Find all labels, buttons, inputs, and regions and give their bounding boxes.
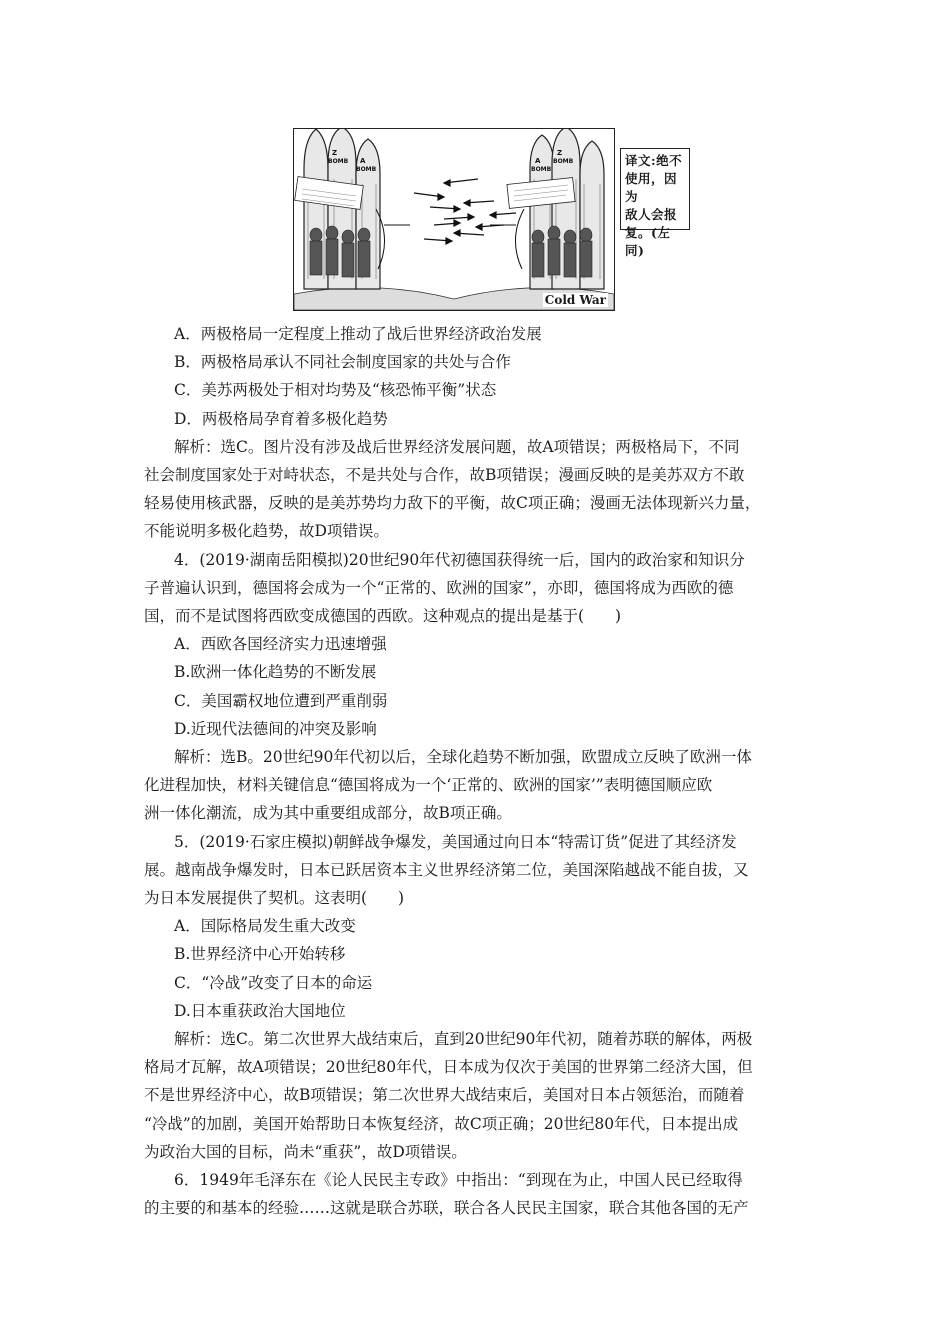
q4-option-c: C．美国霸权地位遭到严重削弱 xyxy=(174,691,388,710)
stem-line: 展。越南战争爆发时，日本已跃居资本主义世界经济第二位，美国深陷越战不能自拔，又 xyxy=(144,860,749,879)
q4-option-a: A．西欧各国经济实力迅速增强 xyxy=(174,635,387,654)
analysis-line: 洲一体化潮流，成为其中重要组成部分，故B项正确。 xyxy=(144,804,512,823)
translation-line: 敌人会报 xyxy=(625,207,678,222)
q4-option-d: D.近现代法德间的冲突及影响 xyxy=(174,719,377,738)
q3-option-a: A．两极格局一定程度上推动了战后世界经济政治发展 xyxy=(174,325,542,343)
q3-option-d: D．两极格局孕育着多极化趋势 xyxy=(174,409,388,428)
svg-text:A: A xyxy=(360,157,366,165)
cold-war-cartoon xyxy=(293,128,683,311)
svg-text:BOMB: BOMB xyxy=(328,158,349,165)
translation-line: 使用，因为 xyxy=(625,171,678,204)
stem-line: 6．1949年毛泽东在《论人民民主专政》中指出：“到现在为止，中国人民已经取得 xyxy=(174,1171,743,1190)
stem-line: 的主要的和基本的经验……这就是联合苏联，联合各人民民主国家，联合其他各国的无产 xyxy=(144,1199,749,1218)
cartoon-title: Cold War xyxy=(544,293,606,307)
q5-option-d: D.日本重获政治大国地位 xyxy=(174,1001,346,1020)
q4-analysis xyxy=(144,743,808,828)
svg-text:BOMB: BOMB xyxy=(553,158,574,165)
stem-line: 子普遍认识到，德国将会成为一个“正常的、欧洲的国家”，亦即，德国将成为西欧的德 xyxy=(144,578,734,597)
q5-option-a: A．国际格局发生重大改变 xyxy=(174,917,356,936)
svg-text:BOMB: BOMB xyxy=(531,166,552,173)
stem-line: 5．(2019·石家庄模拟)朝鲜战争爆发，美国通过向日本“特需订货”促进了其经济发 xyxy=(174,832,737,851)
stem-line: 国，而不是试图将西欧变成德国的西欧。这种观点的提出是基于( ) xyxy=(144,607,622,626)
q6-stem xyxy=(144,1166,808,1222)
q5-analysis xyxy=(144,1025,808,1166)
svg-text:Z: Z xyxy=(332,149,338,157)
q5-stem xyxy=(144,828,808,913)
cartoon-illustration xyxy=(294,129,614,310)
analysis-line: 轻易使用核武器，反映的是美苏势均力敌下的平衡，故C项正确；漫画无法体现新兴力量， xyxy=(144,494,761,513)
translation-line: 译文:绝不 xyxy=(625,153,683,168)
q3-option-c: C．美苏两极处于相对均势及“核恐怖平衡”状态 xyxy=(174,381,497,400)
translation-line: 复。(左同) xyxy=(625,225,671,258)
analysis-line: 社会制度国家处于对峙状态，不是共处与合作，故B项错误；漫画反映的是美苏双方不敢 xyxy=(144,466,745,485)
analysis-line: “冷战”的加剧，美国开始帮助日本恢复经济，故C项正确；20世纪80年代，日本提出成 xyxy=(144,1114,739,1133)
q4-stem xyxy=(144,546,808,631)
q3-analysis xyxy=(144,433,808,546)
q4-option-b: B.欧洲一体化趋势的不断发展 xyxy=(174,663,377,682)
q5-option-b: B.世界经济中心开始转移 xyxy=(174,945,346,964)
stem-line: 4．(2019·湖南岳阳模拟)20世纪90年代初德国获得统一后，国内的政治家和知识分 xyxy=(174,550,745,569)
stem-line: 为日本发展提供了契机。这表明( ) xyxy=(144,889,405,908)
analysis-line: 化进程加快，材料关键信息“德国将成为一个‘正常的、欧洲的国家’”表明德国顺应欧 xyxy=(144,776,713,795)
analysis-line: 为政治大国的目标，尚未“重获”，故D项错误。 xyxy=(144,1142,467,1161)
analysis-line: 格局才瓦解，故A项错误；20世纪80年代，日本成为仅次于美国的世界第二经济大国，但 xyxy=(144,1058,753,1077)
q5-option-c: C．“冷战”改变了日本的命运 xyxy=(174,973,373,992)
analysis-line: 不是世界经济中心，故B项错误；第二次世界大战结束后，美国对日本占领惩治，而随着 xyxy=(144,1086,745,1105)
svg-text:A: A xyxy=(535,157,541,165)
translation-caption xyxy=(620,148,690,258)
analysis-line: 解析：选C。图片没有涉及战后世界经济发展问题，故A项错误；两极格局下，不同 xyxy=(174,437,740,456)
analysis-line: 解析：选B。20世纪90年代初以后，全球化趋势不断加强，欧盟成立反映了欧洲一体 xyxy=(174,748,752,767)
analysis-line: 解析：选C。第二次世界大战结束后，直到20世纪90年代初，随着苏联的解体，两极 xyxy=(174,1030,753,1049)
question-content xyxy=(144,320,808,1223)
analysis-line: 不能说明多极化趋势，故D项错误。 xyxy=(144,522,389,541)
svg-text:BOMB: BOMB xyxy=(356,166,377,173)
svg-text:Z: Z xyxy=(557,149,563,157)
q3-option-b: B．两极格局承认不同社会制度国家的共处与合作 xyxy=(174,353,511,372)
